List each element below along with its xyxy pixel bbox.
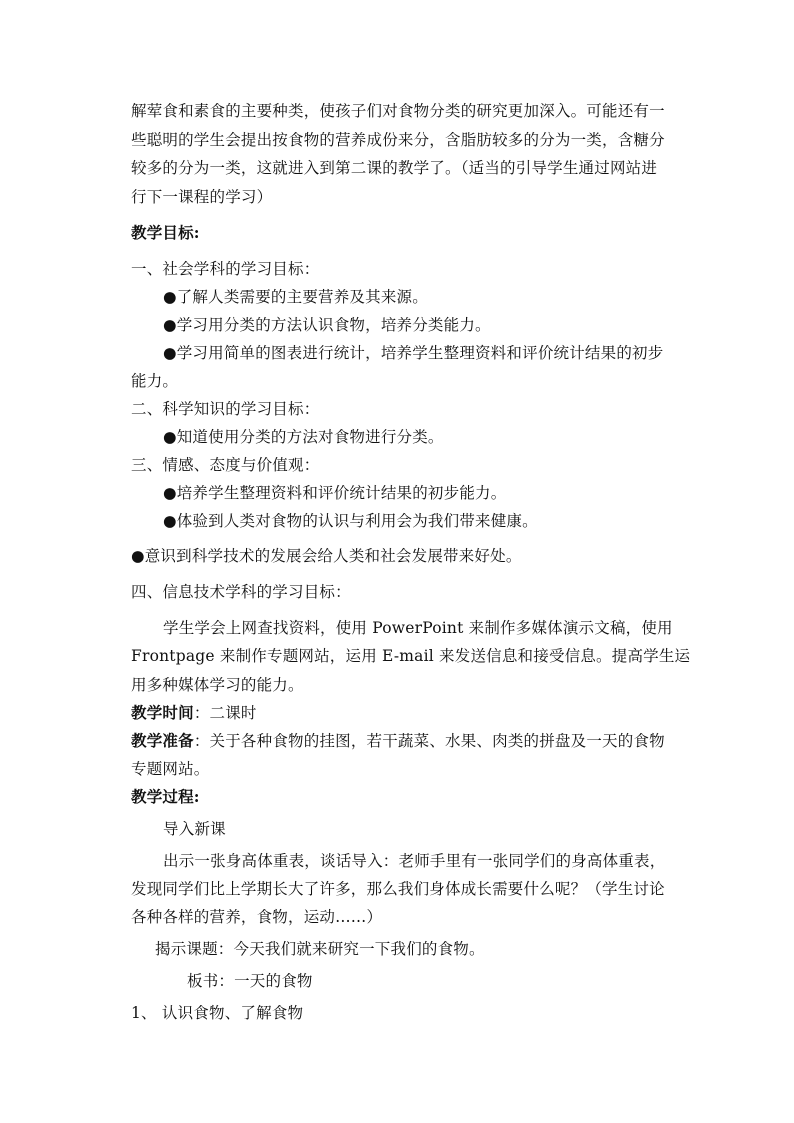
section3-extra-item: ●意识到科学技术的发展会给人类和社会发展带来好处。	[131, 547, 522, 565]
section3-item-2: ●体验到人类对食物的认识与利用会为我们带来健康。	[163, 512, 538, 530]
process-p1-line-1: 出示一张身高体重表，谈话导入：老师手里有一张同学们的身高体重表，	[163, 852, 666, 870]
teaching-time	[131, 703, 257, 723]
section2-title: 二、科学知识的学习目标：	[131, 400, 320, 418]
teaching-time-label: 教学时间	[131, 703, 194, 722]
section4-para-line-2: Frontpage 来制作专题网站，运用 E-mail 来发送信息和接受信息。提高学生运	[131, 647, 691, 665]
process-p1-line-3: 各种各样的营养，食物，运动……）	[131, 908, 383, 926]
process-p1-line-2: 发现同学们比上学期长大了许多，那么我们身体成长需要什么呢？（学生讨论	[131, 880, 665, 898]
section1-item-3: ●学习用简单的图表进行统计，培养学生整理资料和评价统计结果的初步	[163, 344, 664, 362]
intro-line-1: 解荤食和素食的主要种类，使孩子们对食物分类的研究更加深入。可能还有一	[131, 102, 665, 120]
teaching-prep-value: ：关于各种食物的挂图，若干蔬菜、水果、肉类的拼盘及一天的食物	[193, 732, 665, 750]
process-topic: 揭示课题：今天我们就来研究一下我们的食物。	[155, 940, 485, 958]
process-intro-title: 导入新课	[163, 820, 226, 838]
section4-para-line-3: 用多种媒体学习的能力。	[131, 676, 304, 694]
process-board: 板书：一天的食物	[187, 972, 313, 990]
intro-line-2: 些聪明的学生会提出按食物的营养成份来分，含脂肪较多的分为一类，含糖分	[131, 131, 665, 149]
section4-title: 四、信息技术学科的学习目标：	[131, 583, 351, 601]
process-heading: 教学过程:	[131, 787, 200, 806]
section2-item-1: ●知道使用分类的方法对食物进行分类。	[163, 428, 444, 446]
section1-item-3-cont: 能力。	[131, 372, 179, 390]
intro-line-4: 行下一课程的学习）	[131, 188, 273, 206]
teaching-time-value: ：二课时	[193, 704, 257, 722]
process-step-1: 1、 认识食物、了解食物	[131, 1004, 304, 1022]
section1-item-1: ●了解人类需要的主要营养及其来源。	[163, 288, 428, 306]
section3-item-1: ●培养学生整理资料和评价统计结果的初步能力。	[163, 484, 507, 502]
section4-para-line-1: 学生学会上网查找资料，使用 PowerPoint 来制作多媒体演示文稿，使用	[163, 619, 673, 637]
teaching-prep-cont: 专题网站。	[131, 760, 210, 778]
intro-line-3: 较多的分为一类，这就进入到第二课的教学了。（适当的引导学生通过网站进	[131, 159, 658, 177]
objectives-heading: 教学目标:	[131, 223, 200, 242]
section3-title: 三、情感、态度与价值观：	[131, 456, 320, 474]
section1-title: 一、社会学科的学习目标：	[131, 260, 320, 278]
teaching-prep-label: 教学准备	[131, 731, 194, 750]
teaching-prep	[131, 731, 665, 751]
section1-item-2: ●学习用分类的方法认识食物，培养分类能力。	[163, 316, 491, 334]
